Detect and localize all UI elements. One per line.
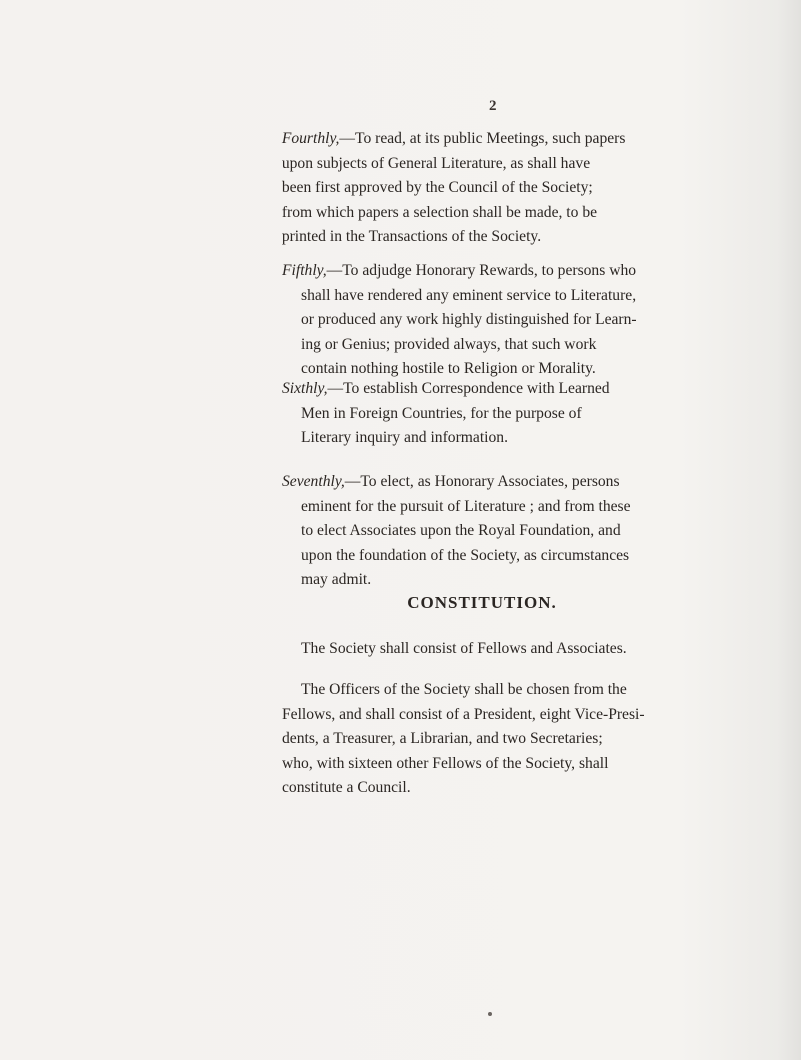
paragraph-fourthly: [282, 127, 682, 250]
text-line: upon the foundation of the Society, as circumstances: [301, 546, 630, 564]
text-line: Fellows, and shall consist of a President, eight Vice-Presi-: [282, 705, 645, 723]
text-line: shall have rendered any eminent service to Literature,: [301, 286, 637, 304]
text-line: The Officers of the Society shall be chosen from the: [301, 681, 627, 698]
text-line: —To elect, as Honorary Associates, persons: [344, 473, 620, 490]
paragraph-seventhly: [282, 470, 682, 593]
page-number: 2: [489, 98, 497, 114]
text-line: who, with sixteen other Fellows of the Society, shall: [282, 754, 609, 772]
text-line: dents, a Treasurer, a Librarian, and two Secretaries;: [282, 730, 603, 748]
text-line: Literary inquiry and information.: [301, 429, 508, 447]
text-line: ing or Genius; provided always, that such work: [301, 335, 597, 353]
paragraph-lead: Seventhly,: [282, 473, 345, 490]
paragraph-lead: Sixthly,: [282, 380, 328, 397]
text-line: —To adjudge Honorary Rewards, to persons who: [326, 262, 637, 279]
text-line: Men in Foreign Countries, for the purpose of: [301, 404, 582, 422]
text-line: constitute a Council.: [282, 779, 411, 797]
paragraph-sixthly: [282, 377, 682, 451]
text-line: —To read, at its public Meetings, such papers: [339, 130, 626, 147]
section-heading: CONSTITUTION.: [407, 593, 557, 612]
text-line: —To establish Correspondence with Learned: [327, 380, 610, 397]
text-line: may admit.: [301, 571, 372, 589]
paragraph-lead: Fourthly,: [281, 130, 340, 147]
text-line: contain nothing hostile to Religion or Morality.: [301, 360, 596, 378]
paragraph-constitution-2: [282, 678, 682, 801]
text-line: to elect Associates upon the Royal Foundation, and: [301, 522, 621, 540]
text-line: from which papers a selection shall be made, to be: [281, 203, 598, 221]
text-line: upon subjects of General Literature, as shall have: [281, 154, 591, 172]
text-line: been first approved by the Council of the Society;: [281, 179, 593, 197]
text-line: or produced any work highly distinguished for Learn-: [301, 311, 637, 329]
paragraph-constitution-1: [282, 637, 682, 662]
text-line: printed in the Transactions of the Society.: [281, 228, 542, 246]
text-line: eminent for the pursuit of Literature ; and from these: [301, 497, 631, 515]
paragraph-lead: Fifthly,: [282, 262, 327, 279]
paragraph-fifthly: [282, 259, 682, 382]
paper-speck: [488, 1012, 492, 1016]
text-line: The Society shall consist of Fellows and Associates.: [301, 640, 627, 657]
